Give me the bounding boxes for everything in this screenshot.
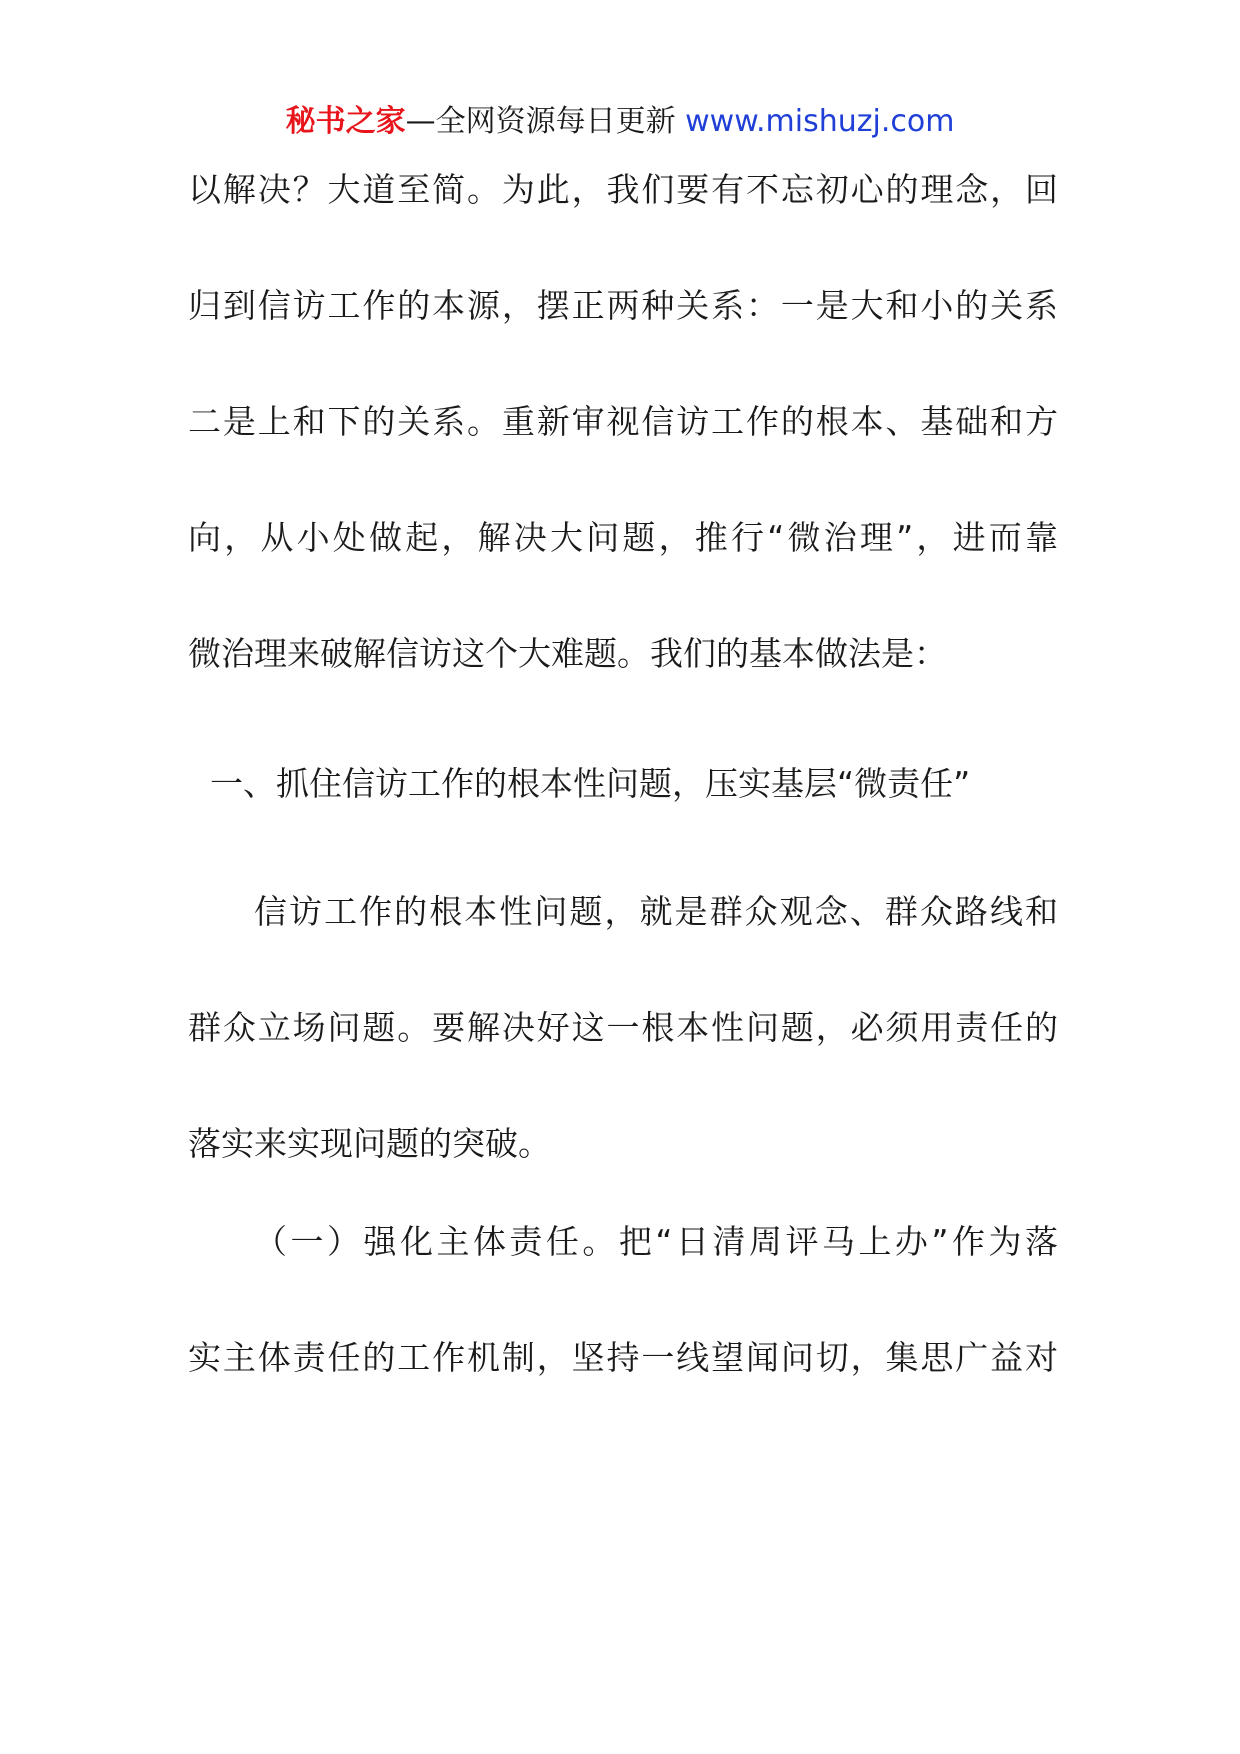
paragraph-line: 微治理来破解信访这个大难题。我们的基本做法是： xyxy=(188,634,947,673)
paragraph-line: 信访工作的根本性问题，就是群众观念、群众路线和 xyxy=(254,892,1058,931)
paragraph-line: 实主体责任的工作机制，坚持一线望闻问切，集思广益对 xyxy=(188,1338,1058,1377)
paragraph-line: 归到信访工作的本源，摆正两种关系：一是大和小的关系 xyxy=(188,286,1058,325)
header-tagline: —全网资源每日更新 xyxy=(405,104,686,139)
paragraph-line: 向，从小处做起，解决大问题，推行“微治理”，进而靠 xyxy=(188,518,1058,557)
paragraph-line: （一）强化主体责任。把“日清周评马上办”作为落 xyxy=(254,1222,1058,1261)
site-url-link[interactable]: www.mishuzj.com xyxy=(685,104,955,139)
paragraph-line: 以解决？大道至简。为此，我们要有不忘初心的理念，回 xyxy=(188,170,1058,209)
section-heading: 一、抓住信访工作的根本性问题，压实基层“微责任” xyxy=(210,764,971,803)
paragraph-line: 群众立场问题。要解决好这一根本性问题，必须用责任的 xyxy=(188,1008,1058,1047)
paragraph-line: 落实来实现问题的突破。 xyxy=(188,1124,551,1163)
paragraph-line: 二是上和下的关系。重新审视信访工作的根本、基础和方 xyxy=(188,402,1058,441)
brand-name: 秘书之家 xyxy=(285,104,406,139)
page-header xyxy=(0,102,1240,142)
